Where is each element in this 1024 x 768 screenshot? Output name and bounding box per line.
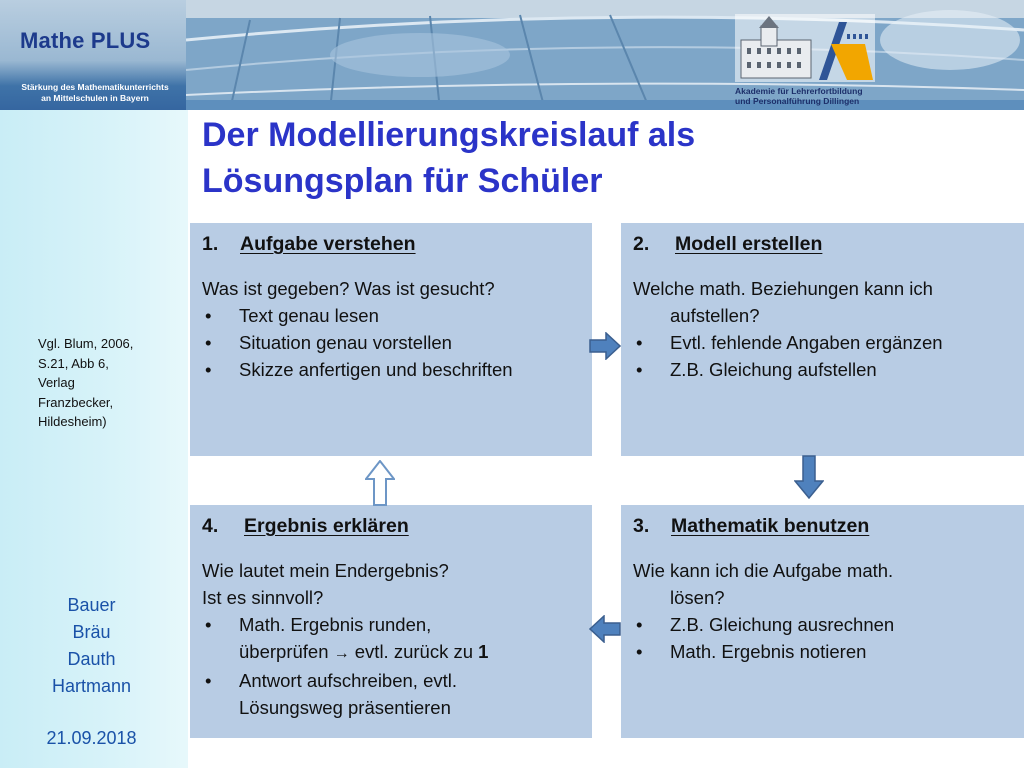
bullet-item [633,356,1014,383]
slide-title-line: Lösungsplan für Schüler [202,162,603,200]
sidebar [0,110,188,768]
author-list [0,592,183,700]
bullet-icon: • [205,359,212,380]
step-question: Was ist gegeben? Was ist gesucht? [202,278,495,299]
bullet-item [633,329,1014,356]
step-title: Ergebnis erklären [244,515,409,537]
author-name: Bauer [67,595,116,615]
bullet-icon: • [636,614,643,635]
bullet-text: Skizze anfertigen und beschriften [239,359,513,380]
citation-line: Hildesheim) [38,414,107,429]
bullet-item [202,667,582,694]
bullet-item [202,356,582,383]
step-1-box [190,223,592,456]
bullet-text: Z.B. Gleichung aufstellen [670,359,877,380]
header-banner [0,0,1024,110]
arrow-left-icon [589,615,621,643]
bullet-text-continued: Lösungsweg präsentieren [239,697,451,718]
slide-title-line: Der Modellierungskreislauf als [202,116,696,154]
step-question-continued: aufstellen? [670,305,760,326]
bullet-text-continued [202,638,582,667]
castle-logo-icon [735,14,875,82]
step-number: 2. [633,233,650,255]
step-3-heading [633,513,1014,540]
bullet-icon: • [205,614,212,635]
step-title: Mathematik benutzen [671,515,870,537]
citation-line: Verlag [38,375,75,390]
step-number: 3. [633,515,650,537]
step-question: Wie kann ich die Aufgabe math. [633,560,894,581]
app-title: Mathe PLUS [20,28,151,53]
bullet-icon: • [636,332,643,353]
header-subtitle-line: an Mittelschulen in Bayern [41,93,149,103]
bullet-text: Situation genau vorstellen [239,332,452,353]
arrow-down-icon [794,455,824,499]
bullet-icon: • [205,305,212,326]
citation-line: S.21, Abb 6, [38,355,109,371]
step-title: Aufgabe verstehen [240,233,416,255]
arrow-right-icon [589,332,621,360]
step-2-box [621,223,1024,456]
bullet-icon: • [205,670,212,691]
bullet-icon: • [636,641,643,662]
step-4-box [190,505,592,738]
step-number: 1. [202,233,219,255]
author-name: Hartmann [51,676,132,696]
step-question-continued: lösen? [670,587,725,608]
bullet-text-step-ref: 1 [478,641,489,662]
bullet-item [633,611,1014,638]
bullet-item [202,329,582,356]
bullet-icon: • [205,332,212,353]
bullet-text: Math. Ergebnis notieren [670,641,867,662]
step-question: Ist es sinnvoll? [202,587,324,608]
header-subtitle [10,82,180,104]
step-question: Welche math. Beziehungen kann ich [633,278,933,299]
org-name-line: Akademie für Lehrerfortbildung [735,86,863,96]
step-question: Wie lautet mein Endergebnis? [202,560,449,581]
bullet-text: Z.B. Gleichung ausrechnen [670,614,895,635]
org-name [735,86,885,106]
bullet-text: Text genau lesen [239,305,379,326]
slide-date: 21.09.2018 [46,728,137,748]
step-1-heading [202,231,582,258]
step-number: 4. [202,515,219,537]
bullet-item [633,638,1014,665]
citation-line: Vgl. Blum, 2006, [38,336,134,351]
arrow-right-inline-icon: → [333,645,350,662]
step-2-heading [633,231,1014,258]
bullet-icon: • [636,359,643,380]
step-4-heading [202,513,582,540]
step-3-box [621,505,1024,738]
author-name: Dauth [67,649,116,669]
bullet-item [202,302,582,329]
bullet-text: Math. Ergebnis runden, [239,614,432,635]
citation-line: Franzbecker, [38,394,114,410]
bullet-text-part: evtl. zurück zu [349,641,479,662]
org-name-line: und Personalführung Dillingen [735,96,860,106]
slide-title [202,112,1002,204]
bullet-text-part: überprüfen [239,641,329,662]
header-subtitle-line: Stärkung des Mathematikunterrichts [21,82,169,92]
arrow-up-outline-icon [365,460,395,506]
author-name: Bräu [72,622,111,642]
bullet-text: Evtl. fehlende Angaben ergänzen [670,332,943,353]
bullet-item [202,611,582,638]
step-title: Modell erstellen [675,233,823,255]
bullet-text: Antwort aufschreiben, evtl. [239,670,457,691]
citation [38,334,178,432]
